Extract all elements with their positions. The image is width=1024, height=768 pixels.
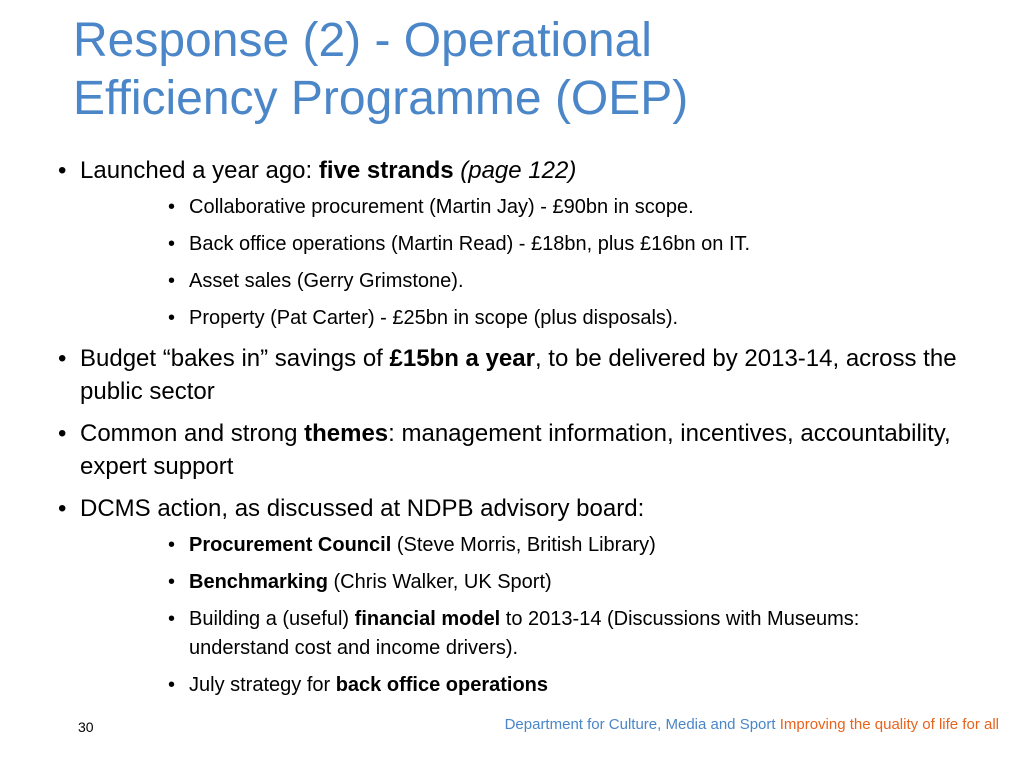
footer-tagline: Improving the quality of life for all [779, 716, 999, 733]
sub-bullet-tail-text: (Chris Walker, UK Sport) [327, 571, 552, 593]
bullet-themes [80, 417, 984, 483]
bullet-bold-text: five strands [318, 157, 454, 184]
sub-bullet-collaborative-procurement: • Collaborative procurement (Martin Jay) - £90bn in scope. [189, 193, 944, 222]
page-number: 30 [78, 719, 94, 735]
sub-bullet-asset-sales: • Asset sales (Gerry Grimstone). [189, 267, 944, 296]
sub-bullet-financial-model [189, 605, 944, 663]
sub-bullet-tail-text: to 2013-14 (Discussions with Museums: understand cost and income drivers). [189, 608, 860, 659]
slide-title-line-2: Efficiency Programme (OEP) [73, 72, 689, 125]
bullet-budget-savings [80, 342, 984, 408]
sub-bullet-tail-text: (Steve Morris, British Library) [391, 534, 656, 556]
slide-title [73, 12, 973, 128]
sub-bullet-procurement-council [189, 531, 944, 560]
sub-bullet-bold-text: financial model [354, 608, 501, 630]
bullet-text: Budget “bakes in” savings of [80, 345, 390, 372]
sub-bullet-bold-text: back office operations [335, 674, 548, 696]
bullet-text: Launched a year ago: [80, 157, 319, 184]
bullet-bold-text: £15bn a year [389, 345, 535, 372]
sub-bullet-back-office-operations: • Back office operations (Martin Read) - £18bn, plus £16bn on IT. [189, 230, 944, 259]
bullet-dcms-action: • DCMS action, as discussed at NDPB advisory board: [80, 492, 984, 525]
bullet-bold-text: themes [304, 420, 389, 447]
sub-bullet-bold-text: Procurement Council [189, 534, 392, 556]
footer-branding [505, 716, 999, 733]
bullet-tail-text: : management information, incentives, accountability, expert support [80, 420, 951, 480]
sub-bullet-property: • Property (Pat Carter) - £25bn in scope (plus disposals). [189, 304, 944, 333]
sub-bullet-bold-text: Benchmarking [189, 571, 328, 593]
sub-bullet-benchmarking [189, 568, 944, 597]
sub-bullet-pre-text: Building a (useful) [189, 608, 355, 630]
bullet-five-strands [80, 154, 984, 187]
sub-bullet-pre-text: July strategy for [189, 674, 336, 696]
slide-title-line-1: Response (2) - Operational [73, 14, 652, 67]
sub-bullet-july-strategy [189, 671, 944, 700]
bullet-text: Common and strong [80, 420, 305, 447]
bullet-list [0, 154, 1024, 708]
footer-department: Department for Culture, Media and Sport [504, 716, 776, 733]
bullet-italic-text: (page 122) [453, 157, 577, 184]
bullet-tail-text: , to be delivered by 2013-14, across the public sector [80, 345, 957, 405]
